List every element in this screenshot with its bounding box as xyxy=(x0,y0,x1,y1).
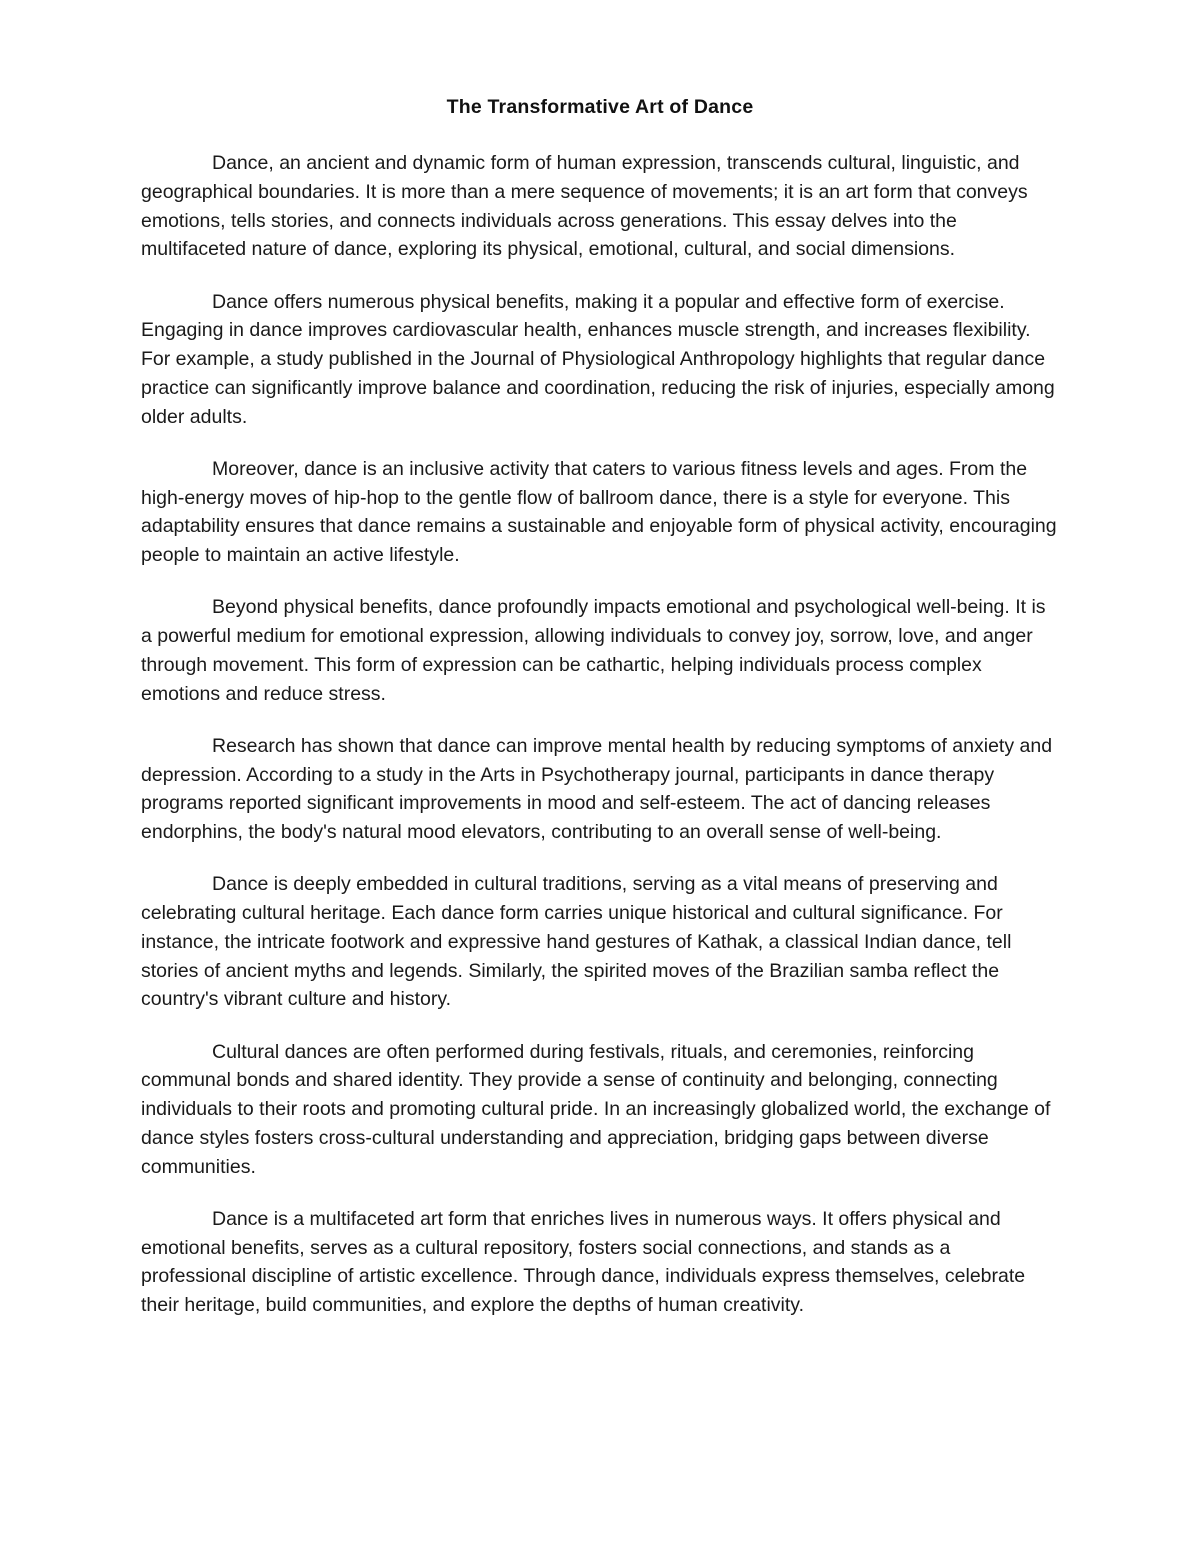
paragraph-emotional-wellbeing: Beyond physical benefits, dance profoundly impacts emotional and psychological well-being. It is a powerful medium for emotional expression, allowing individuals to convey joy, sorrow, love, and anger through movement. This form of expression can be cathartic, helping individuals process complex emotions and reduce stress. xyxy=(141,596,1046,705)
paragraph-cultural-dances: Cultural dances are often performed during festivals, rituals, and ceremonies, reinforcing communal bonds and shared identity. They provide a sense of continuity and belonging, connecting individuals to their roots and promoting cultural pride. In an increasingly globalized world, the exchange of dance styles fosters cross-cultural understanding and appreciation, bridging gaps between diverse communities. xyxy=(141,1040,1051,1178)
document-body xyxy=(141,149,1059,1320)
paragraph-physical-benefits: Dance offers numerous physical benefits, making it a popular and effective form of exercise. Engaging in dance improves cardiovascular health, enhances muscle strength, and increases flexibility. For example, a study published in the Journal of Physiological Anthropology highlights that regular dance practice can significantly improve balance and coordination, reducing the risk of injuries, especially among older adults. xyxy=(141,290,1055,428)
paragraph-mental-health: Research has shown that dance can improve mental health by reducing symptoms of anxiety and depression. According to a study in the Arts in Psychotherapy journal, participants in dance therapy programs reported significant improvements in mood and self-esteem. The act of dancing releases endorphins, the body's natural mood elevators, contributing to an overall sense of well-being. xyxy=(141,734,1053,843)
paragraph-cultural-heritage: Dance is deeply embedded in cultural traditions, serving as a vital means of preserving and celebrating cultural heritage. Each dance form carries unique historical and cultural significance. For instance, the intricate footwork and expressive hand gestures of Kathak, a classical Indian dance, tell stories of ancient myths and legends. Similarly, the spirited moves of the Brazilian samba reflect the country's vibrant culture and history. xyxy=(141,873,1012,1011)
paragraph-conclusion: Dance is a multifaceted art form that enriches lives in numerous ways. It offers physical and emotional benefits, serves as a cultural repository, fosters social connections, and stands as a professional discipline of artistic excellence. Through dance, individuals express themselves, celebrate their heritage, build communities, and explore the depths of human creativity. xyxy=(141,1207,1026,1316)
paragraph-inclusivity: Moreover, dance is an inclusive activity that caters to various fitness levels and ages. From the high-energy moves of hip-hop to the gentle flow of ballroom dance, there is a style for everyone. This adaptability ensures that dance remains a sustainable and enjoyable form of physical activity, encouraging people to maintain an active lifestyle. xyxy=(141,457,1057,566)
paragraph-introduction: Dance, an ancient and dynamic form of human expression, transcends cultural, linguistic, and geographical boundaries. It is more than a mere sequence of movements; it is an art form that conveys emotions, tells stories, and connects individuals across generations. This essay delves into the multifaceted nature of dance, exploring its physical, emotional, cultural, and social dimensions. xyxy=(141,152,1028,261)
document-title: The Transformative Art of Dance xyxy=(446,96,754,118)
document-content xyxy=(141,93,1059,1343)
